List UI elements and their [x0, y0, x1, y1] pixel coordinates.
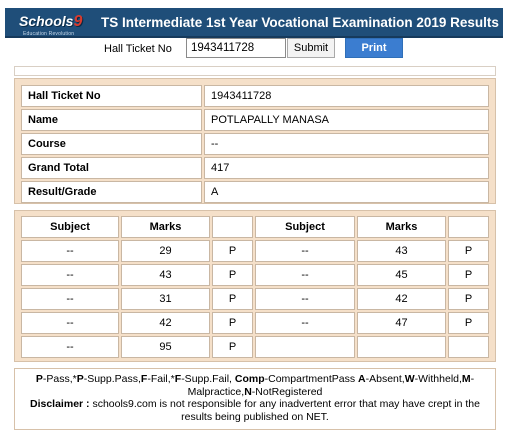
disclaimer-text: schools9.com is not responsible for any inadvertent error that may have crept in the results being published on NET.: [89, 398, 480, 423]
subject-cell: [255, 336, 355, 358]
legend-desc: -NotRegistered: [251, 385, 323, 398]
marks-header-cell: Subject: [21, 216, 119, 238]
legend-desc: -Supp.Fail,: [181, 373, 235, 385]
status-cell: P: [448, 288, 489, 310]
status-cell: P: [212, 312, 253, 334]
info-value: POTLAPALLY MANASA: [204, 109, 489, 131]
marks-header-cell: Marks: [357, 216, 446, 238]
legend-code: P: [35, 373, 43, 385]
subject-cell: --: [21, 336, 119, 358]
status-cell: P: [212, 288, 253, 310]
marks-cell: 95: [121, 336, 210, 358]
legend-code: P: [76, 373, 84, 385]
hall-ticket-input[interactable]: [186, 38, 286, 58]
subject-cell: --: [255, 312, 355, 334]
info-label: Name: [21, 109, 202, 131]
status-cell: P: [448, 312, 489, 334]
subject-cell: --: [21, 264, 119, 286]
marks-header-cell: Marks: [121, 216, 210, 238]
legend-desc: -Pass,*: [42, 373, 77, 385]
marks-cell: 42: [121, 312, 210, 334]
legend-desc: -: [470, 373, 475, 385]
info-label: Result/Grade: [21, 181, 202, 203]
legend-desc: -Supp.Pass,: [83, 373, 141, 385]
status-cell: P: [212, 336, 253, 358]
subject-cell: --: [21, 288, 119, 310]
status-cell: P: [212, 264, 253, 286]
status-cell: P: [448, 240, 489, 262]
hall-ticket-label: Hall Ticket No: [104, 43, 172, 55]
legend-code: Comp: [234, 373, 265, 385]
search-row: [0, 38, 508, 62]
info-label: Course: [21, 133, 202, 155]
info-label: Hall Ticket No: [21, 85, 202, 107]
marks-cell: 43: [121, 264, 210, 286]
legend-desc: -Absent,: [365, 373, 405, 385]
subject-cell: --: [255, 288, 355, 310]
subject-cell: --: [255, 240, 355, 262]
marks-cell: 43: [357, 240, 446, 262]
separator-bar: [14, 66, 496, 76]
subject-cell: --: [21, 312, 119, 334]
disclaimer-label: Disclaimer :: [30, 398, 90, 410]
disclaimer: [15, 398, 495, 423]
marks-cell: [357, 336, 446, 358]
student-info-panel: [14, 78, 496, 204]
legend-code: F: [174, 373, 182, 385]
print-button[interactable]: Print: [345, 38, 403, 58]
legend-line-1: [15, 373, 495, 386]
legend-desc: -Fail,*: [147, 373, 175, 385]
marks-cell: 42: [357, 288, 446, 310]
legend-code: M: [461, 373, 471, 385]
submit-button[interactable]: Submit: [287, 38, 335, 58]
legend-code: F: [140, 373, 148, 385]
header-banner: [5, 8, 503, 38]
marks-header-cell: Subject: [255, 216, 355, 238]
logo-tagline: Education Revolution: [23, 31, 75, 37]
marks-cell: 47: [357, 312, 446, 334]
legend-code: W: [404, 373, 415, 385]
marks-panel: [14, 210, 496, 362]
legend-code: A: [358, 373, 366, 385]
legend-code: N: [244, 385, 252, 398]
logo-text: Schools: [19, 13, 74, 29]
info-value: 1943411728: [204, 85, 489, 107]
marks-cell: 31: [121, 288, 210, 310]
legend-desc: -Withheld,: [414, 373, 462, 385]
subject-cell: --: [21, 240, 119, 262]
status-cell: P: [448, 264, 489, 286]
logo-number: 9: [73, 13, 83, 30]
status-cell: P: [212, 240, 253, 262]
legend-box: [14, 368, 496, 430]
info-value: 417: [204, 157, 489, 179]
status-cell: [448, 336, 489, 358]
info-value: --: [204, 133, 489, 155]
info-value: A: [204, 181, 489, 203]
subject-cell: --: [255, 264, 355, 286]
legend-desc: -CompartmentPass: [264, 373, 359, 385]
marks-cell: 45: [357, 264, 446, 286]
legend-desc: Malpractice,: [187, 385, 245, 398]
marks-header-cell: [212, 216, 253, 238]
marks-header-cell: [448, 216, 489, 238]
marks-cell: 29: [121, 240, 210, 262]
legend-line-2: [15, 386, 495, 399]
info-label: Grand Total: [21, 157, 202, 179]
page-title: TS Intermediate 1st Year Vocational Examination 2019 Results: [101, 15, 499, 30]
